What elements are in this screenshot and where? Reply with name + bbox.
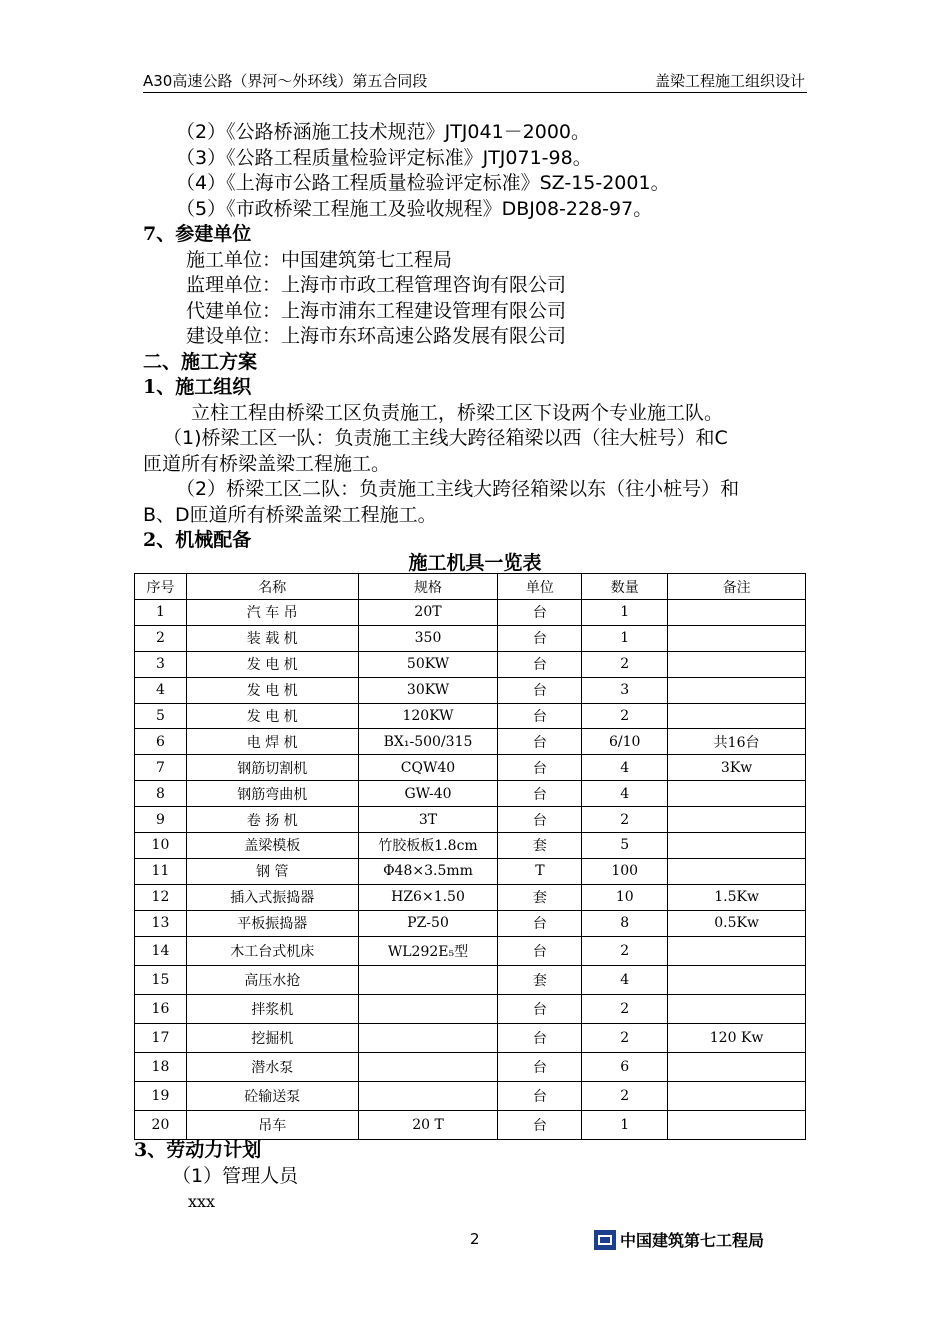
table-cell: 套 (498, 965, 582, 994)
table-cell: 挖掘机 (186, 1023, 358, 1052)
table-cell: CQW40 (358, 755, 498, 781)
table-cell (358, 1081, 498, 1110)
table-cell: 台 (498, 625, 582, 651)
table-row (135, 965, 806, 994)
table-cell: 5 (582, 833, 668, 859)
table-cell: 台 (498, 994, 582, 1023)
table-cell: 2 (582, 703, 668, 729)
table-cell: 汽 车 吊 (186, 600, 358, 626)
table-cell: 插入式振捣器 (186, 884, 358, 910)
table-cell: 6 (582, 1052, 668, 1081)
company-name: 中国建筑第七工程局 (620, 1231, 765, 1250)
standard-item: （5）《市政桥梁工程施工及验收规程》DBJ08-228-97。 (176, 197, 653, 220)
table-cell (668, 677, 806, 703)
table-cell: 2 (582, 1023, 668, 1052)
table-cell: 1.5Kw (668, 884, 806, 910)
paragraph: 立柱工程由桥梁工区负责施工，桥梁工区下设两个专业施工队。 (191, 401, 724, 424)
table-cell: 2 (582, 936, 668, 965)
table-cell: 台 (498, 677, 582, 703)
header-doc-title: 盖梁工程施工组织设计 (654, 72, 805, 90)
unit-item: 代建单位：上海市浦东工程建设管理有限公司 (186, 299, 567, 322)
table-cell: 20T (358, 600, 498, 626)
machine-table (134, 573, 806, 1140)
table-cell: 100 (582, 858, 668, 884)
standard-item: （4）《上海市公路工程质量检验评定标准》SZ-15-2001。 (176, 172, 670, 194)
table-cell: 8 (135, 781, 187, 807)
table-cell: 台 (498, 600, 582, 626)
table-cell: 卷 扬 机 (186, 807, 358, 833)
table-row (135, 1110, 806, 1139)
table-cell: 发 电 机 (186, 703, 358, 729)
header-project-title: A30高速公路（界河～外环线）第五合同段 (143, 72, 428, 90)
table-cell: 装 载 机 (186, 625, 358, 651)
table-cell: GW-40 (358, 781, 498, 807)
table-cell: PZ-50 (358, 910, 498, 936)
header-cell: 单位 (498, 574, 582, 600)
table-cell (668, 600, 806, 626)
table-cell: 19 (135, 1081, 187, 1110)
table-cell: 木工台式机床 (186, 936, 358, 965)
table-cell: 6 (135, 729, 187, 755)
table-row (135, 600, 806, 626)
table-cell: 20 (135, 1110, 187, 1139)
table-row (135, 651, 806, 677)
table-cell: 8 (582, 910, 668, 936)
table-cell: T (498, 858, 582, 884)
table-cell: 发 电 机 (186, 677, 358, 703)
table-cell: 1 (582, 600, 668, 626)
table-cell: 18 (135, 1052, 187, 1081)
company-footer (594, 1228, 764, 1251)
table-cell: 吊车 (186, 1110, 358, 1139)
table-cell: 17 (135, 1023, 187, 1052)
table-body (135, 600, 806, 1140)
table-row (135, 858, 806, 884)
table-cell: 台 (498, 807, 582, 833)
table-cell: 4 (582, 965, 668, 994)
table-cell: 高压水抢 (186, 965, 358, 994)
table-cell: Φ48×3.5mm (358, 858, 498, 884)
table-cell: 4 (135, 677, 187, 703)
header-cell: 名称 (186, 574, 358, 600)
table-cell (668, 1081, 806, 1110)
table-cell: 钢筋弯曲机 (186, 781, 358, 807)
table-cell: 平板振捣器 (186, 910, 358, 936)
chapter-heading: 二、施工方案 (143, 350, 258, 373)
table-cell: 3Kw (668, 755, 806, 781)
table-row (135, 994, 806, 1023)
table-cell: 1 (135, 600, 187, 626)
table-cell: 3 (135, 651, 187, 677)
table-cell: 砼输送泵 (186, 1081, 358, 1110)
table-cell: 12 (135, 884, 187, 910)
table-cell (668, 625, 806, 651)
table-cell: 台 (498, 651, 582, 677)
paragraph: （2）桥梁工区二队：负责施工主线大跨径箱梁以东（往小桩号）和 (176, 478, 740, 500)
table-cell: 钢 管 (186, 858, 358, 884)
table-cell: 10 (135, 833, 187, 859)
table-cell (668, 807, 806, 833)
placeholder-text: xxx (188, 1192, 216, 1211)
table-row (135, 677, 806, 703)
table-cell: 350 (358, 625, 498, 651)
paragraph: （1)桥梁工区一队：负责施工主线大跨径箱梁以西（往大桩号）和C (163, 427, 728, 449)
table-cell (668, 994, 806, 1023)
labor-item: （1）管理人员 (172, 1165, 299, 1187)
table-row (135, 755, 806, 781)
table-cell: 发 电 机 (186, 651, 358, 677)
table-row (135, 729, 806, 755)
table-cell (668, 1110, 806, 1139)
table-header-row (135, 574, 806, 600)
table-cell: 15 (135, 965, 187, 994)
table-cell (358, 1023, 498, 1052)
table-cell (668, 703, 806, 729)
table-cell (668, 651, 806, 677)
table-cell (668, 858, 806, 884)
table-row (135, 807, 806, 833)
table-cell: 电 焊 机 (186, 729, 358, 755)
table-cell (358, 994, 498, 1023)
table-cell: 10 (582, 884, 668, 910)
table-cell: 2 (135, 625, 187, 651)
header-cell: 备注 (668, 574, 806, 600)
header-cell: 序号 (135, 574, 187, 600)
table-row (135, 936, 806, 965)
page-header (143, 68, 807, 93)
table-row (135, 1052, 806, 1081)
page-number: 2 (470, 1230, 480, 1248)
table-cell: 2 (582, 807, 668, 833)
table-cell (668, 781, 806, 807)
table-cell: 3T (358, 807, 498, 833)
table-cell: 16 (135, 994, 187, 1023)
table-cell (668, 936, 806, 965)
table-row (135, 1081, 806, 1110)
header-cell: 规格 (358, 574, 498, 600)
table-cell: 2 (582, 651, 668, 677)
company-logo-icon (594, 1230, 616, 1250)
table-row (135, 625, 806, 651)
table-row (135, 1023, 806, 1052)
section-heading: 2、机械配备 (143, 529, 252, 551)
table-cell: 0.5Kw (668, 910, 806, 936)
paragraph: 匝道所有桥梁盖梁工程施工。 (143, 452, 391, 475)
table-cell: 14 (135, 936, 187, 965)
table-cell: 钢筋切割机 (186, 755, 358, 781)
table-cell: 台 (498, 910, 582, 936)
table-cell: 30KW (358, 677, 498, 703)
table-cell: 4 (582, 781, 668, 807)
table-cell: 3 (582, 677, 668, 703)
section-heading: 3、劳动力计划 (134, 1139, 262, 1161)
table-cell (358, 1052, 498, 1081)
table-cell: 台 (498, 781, 582, 807)
table-row (135, 703, 806, 729)
table-cell: 1 (582, 1110, 668, 1139)
standard-item: （3）《公路工程质量检验评定标准》JTJ071-98。 (176, 146, 592, 169)
table-row (135, 781, 806, 807)
table-cell: 竹胶板板1.8cm (358, 833, 498, 859)
table-cell: 套 (498, 833, 582, 859)
table-cell: 7 (135, 755, 187, 781)
table-cell: 2 (582, 1081, 668, 1110)
table-cell: 11 (135, 858, 187, 884)
labor-section (134, 1137, 298, 1215)
table-cell: 台 (498, 1023, 582, 1052)
table-row (135, 910, 806, 936)
table-cell (358, 965, 498, 994)
table-cell: 潜水泵 (186, 1052, 358, 1081)
table-cell: 盖梁模板 (186, 833, 358, 859)
table-cell: 台 (498, 729, 582, 755)
table-cell: BX₁-500/315 (358, 729, 498, 755)
table-cell: 台 (498, 703, 582, 729)
section-heading: 7、参建单位 (143, 223, 252, 245)
standard-item: （2）《公路桥涵施工技术规范》JTJ041－2000。 (176, 121, 591, 143)
table-cell: 6/10 (582, 729, 668, 755)
table-cell: 2 (582, 994, 668, 1023)
table-cell: 套 (498, 884, 582, 910)
document-body (143, 120, 811, 554)
table-cell: 20 T (358, 1110, 498, 1139)
unit-item: 建设单位：上海市东环高速公路发展有限公司 (186, 325, 567, 347)
table-cell: HZ6×1.50 (358, 884, 498, 910)
unit-item: 监理单位：上海市市政工程管理咨询有限公司 (186, 274, 567, 296)
paragraph: B、D匝道所有桥梁盖梁工程施工。 (143, 503, 437, 526)
table-cell: 1 (582, 625, 668, 651)
table-cell (668, 965, 806, 994)
table-row (135, 833, 806, 859)
table-cell: 台 (498, 936, 582, 965)
table-cell: 拌浆机 (186, 994, 358, 1023)
table-cell: 50KW (358, 651, 498, 677)
header-cell: 数量 (582, 574, 668, 600)
table-cell: 120KW (358, 703, 498, 729)
table-cell (668, 833, 806, 859)
table-cell: 13 (135, 910, 187, 936)
table-cell (668, 1052, 806, 1081)
table-cell: 5 (135, 703, 187, 729)
table-cell: WL292E₅型 (358, 936, 498, 965)
unit-item: 施工单位：中国建筑第七工程局 (186, 248, 453, 271)
table-cell: 9 (135, 807, 187, 833)
table-row (135, 884, 806, 910)
section-heading: 1、施工组织 (143, 376, 252, 398)
table-cell: 共16台 (668, 729, 806, 755)
table-cell: 台 (498, 1052, 582, 1081)
table-title: 施工机具一览表 (408, 552, 542, 574)
table-cell: 台 (498, 1081, 582, 1110)
table-cell: 4 (582, 755, 668, 781)
table-cell: 台 (498, 1110, 582, 1139)
table-cell: 台 (498, 755, 582, 781)
table-cell: 120 Kw (668, 1023, 806, 1052)
